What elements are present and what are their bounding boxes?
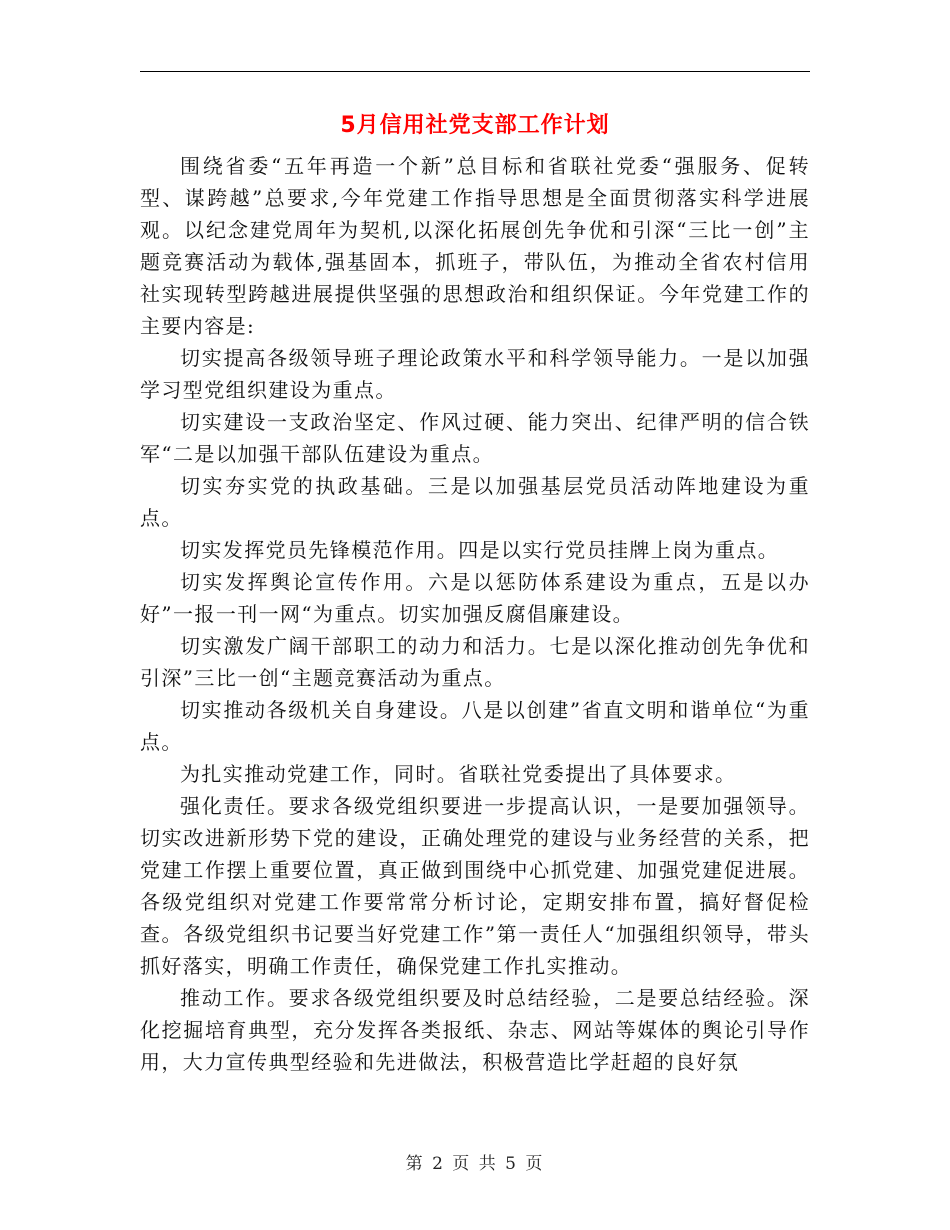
paragraph-7: 切实激发广阔干部职工的动力和活力。七是以深化推动创先争优和引深”三比一创“主题竞赛活动为重点。 — [140, 634, 810, 690]
paragraph-8: 切实推动各级机关自身建设。八是以创建”省直文明和谐单位“为重点。 — [140, 698, 810, 754]
paragraph-2: 切实提高各级领导班子理论政策水平和科学领导能力。一是以加强学习型党组织建设为重点。 — [140, 346, 810, 402]
header-rule — [140, 71, 810, 72]
paragraph-9: 为扎实推动党建工作，同时。省联社党委提出了具体要求。 — [180, 762, 737, 786]
paragraph-5: 切实发挥党员先锋模范作用。四是以实行党员挂牌上岗为重点。 — [180, 538, 780, 562]
paragraph-1: 围绕省委“五年再造一个新”总目标和省联社党委“强服务、促转型、谋跨越”总要求,今年党建工作指导思想是全面贯彻落实科学进展观。以纪念建党周年为契机,以深化拓展创先争优和引深“三比一创”主题竞赛活动为载体,强基固本，抓班子，带队伍，为推动全省农村信用社实现转型跨越进展提供坚强的思想政治和组织保证。今年党建工作的主要内容是: — [140, 154, 810, 338]
paragraph-4: 切实夯实党的执政基础。三是以加强基层党员活动阵地建设为重点。 — [140, 474, 810, 530]
document-title: 5月信用社党支部工作计划 — [340, 113, 610, 138]
paragraph-11: 推动工作。要求各级党组织要及时总结经验，二是要总结经验。深化挖掘培育典型，充分发挥各类报纸、杂志、网站等媒体的舆论引导作用，大力宣传典型经验和先进做法，积极营造比学赶超的良好氛 — [140, 986, 810, 1074]
paragraph-10: 强化责任。要求各级党组织要进一步提高认识，一是要加强领导。切实改进新形势下党的建设，正确处理党的建设与业务经营的关系，把党建工作摆上重要位置，真正做到围绕中心抓党建、加强党建促进展。各级党组织对党建工作要常常分析讨论，定期安排布置，搞好督促检查。各级党组织书记要当好党建工作”第一责任人“加强组织领导，带头抓好落实，明确工作责任，确保党建工作扎实推动。 — [140, 794, 810, 978]
paragraph-3: 切实建设一支政治坚定、作风过硬、能力突出、纪律严明的信合铁军“二是以加强干部队伍建设为重点。 — [140, 410, 810, 466]
page-number-footer: 第 2 页 共 5 页 — [405, 1154, 545, 1174]
document-body — [140, 150, 810, 1078]
paragraph-6: 切实发挥舆论宣传作用。六是以惩防体系建设为重点，五是以办好”一报一刊一网“为重点。切实加强反腐倡廉建设。 — [140, 570, 810, 626]
